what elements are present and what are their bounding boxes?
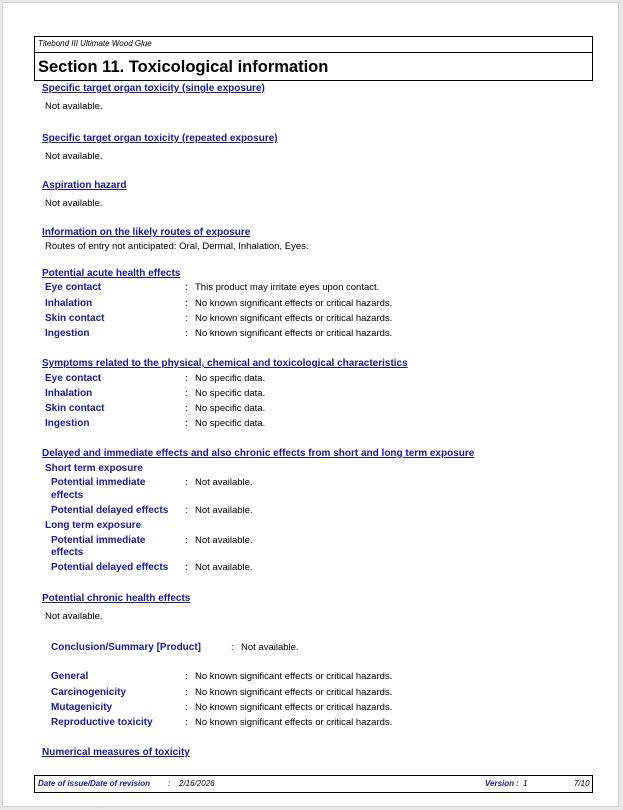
- mutagenicity-label: Mutagenicity: [51, 702, 113, 713]
- short-delayed-label: Potential delayed effects: [51, 505, 169, 516]
- routes-heading: Information on the likely routes of exposure: [42, 227, 251, 238]
- colon: :: [185, 535, 188, 546]
- colon: :: [185, 282, 188, 293]
- routes-text: Routes of entry not anticipated: Oral, Dermal, Inhalation, Eyes.: [45, 241, 309, 252]
- colon: :: [231, 642, 234, 653]
- footer-version-label: Version: [485, 779, 515, 788]
- conclusion-value: Not available.: [241, 642, 299, 653]
- symptoms-inhalation-value: No specific data.: [195, 388, 266, 399]
- colon: :: [185, 298, 188, 309]
- colon: :: [185, 562, 188, 573]
- colon: :: [185, 328, 188, 339]
- colon: :: [185, 717, 188, 728]
- general-label: General: [51, 671, 89, 682]
- acute-skin-value: No known significant effects or critical hazards.: [195, 313, 393, 324]
- symptoms-eye-value: No specific data.: [195, 373, 266, 384]
- symptoms-skin-label: Skin contact: [45, 403, 105, 414]
- symptoms-heading: Symptoms related to the physical, chemical and toxicological characteristics: [42, 358, 408, 369]
- conclusion-label: Conclusion/Summary [Product]: [51, 642, 202, 653]
- stot-repeated-heading: Specific target organ toxicity (repeated exposure): [42, 133, 278, 144]
- aspiration-text: Not available.: [45, 198, 103, 209]
- carcinogenicity-label: Carcinogenicity: [51, 687, 127, 698]
- section-title: Section 11. Toxicological information: [38, 58, 329, 76]
- acute-eye-label: Eye contact: [45, 282, 102, 293]
- long-delayed-value: Not available.: [195, 562, 253, 573]
- short-immediate-label-2: effects: [51, 490, 84, 501]
- colon: :: [185, 477, 188, 488]
- footer-page-number: 7/10: [574, 779, 590, 788]
- chronic-heading: Potential chronic health effects: [42, 593, 191, 604]
- colon: :: [185, 687, 188, 698]
- delayed-heading: Delayed and immediate effects and also chronic effects from short and long term exposure: [42, 448, 475, 459]
- stot-repeated-text: Not available.: [45, 151, 103, 162]
- long-term-label: Long term exposure: [45, 520, 142, 531]
- footer-date-value: 2/16/2026: [179, 779, 215, 788]
- short-immediate-value: Not available.: [195, 477, 253, 488]
- reproductive-toxicity-value: No known significant effects or critical hazards.: [195, 717, 393, 728]
- product-name: Titebond III Ultimate Wood Glue: [38, 39, 152, 48]
- page-footer: [34, 775, 593, 793]
- aspiration-heading: Aspiration hazard: [42, 180, 127, 191]
- footer-version-value: 1: [523, 779, 528, 788]
- colon: :: [185, 313, 188, 324]
- colon: :: [185, 505, 188, 516]
- reproductive-toxicity-label: Reproductive toxicity: [51, 717, 153, 728]
- footer-date-colon: :: [168, 779, 171, 788]
- acute-ingestion-value: No known significant effects or critical hazards.: [195, 328, 393, 339]
- colon: :: [185, 388, 188, 399]
- short-delayed-value: Not available.: [195, 505, 253, 516]
- sds-page: [2, 2, 619, 807]
- numerical-heading: Numerical measures of toxicity: [42, 747, 190, 758]
- product-header-box: [34, 36, 593, 53]
- colon: :: [185, 373, 188, 384]
- symptoms-skin-value: No specific data.: [195, 403, 266, 414]
- acute-ingestion-label: Ingestion: [45, 328, 90, 339]
- long-immediate-label-2: effects: [51, 547, 84, 558]
- symptoms-ingestion-label: Ingestion: [45, 418, 90, 429]
- short-term-label: Short term exposure: [45, 463, 143, 474]
- short-immediate-label: Potential immediate: [51, 477, 146, 488]
- colon: :: [185, 418, 188, 429]
- colon: :: [185, 702, 188, 713]
- symptoms-eye-label: Eye contact: [45, 373, 102, 384]
- general-value: No known significant effects or critical hazards.: [195, 671, 393, 682]
- symptoms-ingestion-value: No specific data.: [195, 418, 266, 429]
- long-immediate-label: Potential immediate: [51, 535, 146, 546]
- acute-skin-label: Skin contact: [45, 313, 105, 324]
- long-immediate-value: Not available.: [195, 535, 253, 546]
- acute-inhalation-label: Inhalation: [45, 298, 93, 309]
- stot-single-heading: Specific target organ toxicity (single exposure): [42, 83, 265, 94]
- section-title-box: [34, 53, 593, 81]
- footer-version-colon: :: [516, 779, 519, 788]
- carcinogenicity-value: No known significant effects or critical hazards.: [195, 687, 393, 698]
- symptoms-inhalation-label: Inhalation: [45, 388, 93, 399]
- acute-eye-value: This product may irritate eyes upon contact.: [195, 282, 380, 293]
- stot-single-text: Not available.: [45, 101, 103, 112]
- acute-heading: Potential acute health effects: [42, 268, 181, 279]
- mutagenicity-value: No known significant effects or critical hazards.: [195, 702, 393, 713]
- chronic-text: Not available.: [45, 611, 103, 622]
- colon: :: [185, 671, 188, 682]
- footer-date-label: Date of issue/Date of revision: [38, 779, 151, 788]
- colon: :: [185, 403, 188, 414]
- acute-inhalation-value: No known significant effects or critical hazards.: [195, 298, 393, 309]
- long-delayed-label: Potential delayed effects: [51, 562, 169, 573]
